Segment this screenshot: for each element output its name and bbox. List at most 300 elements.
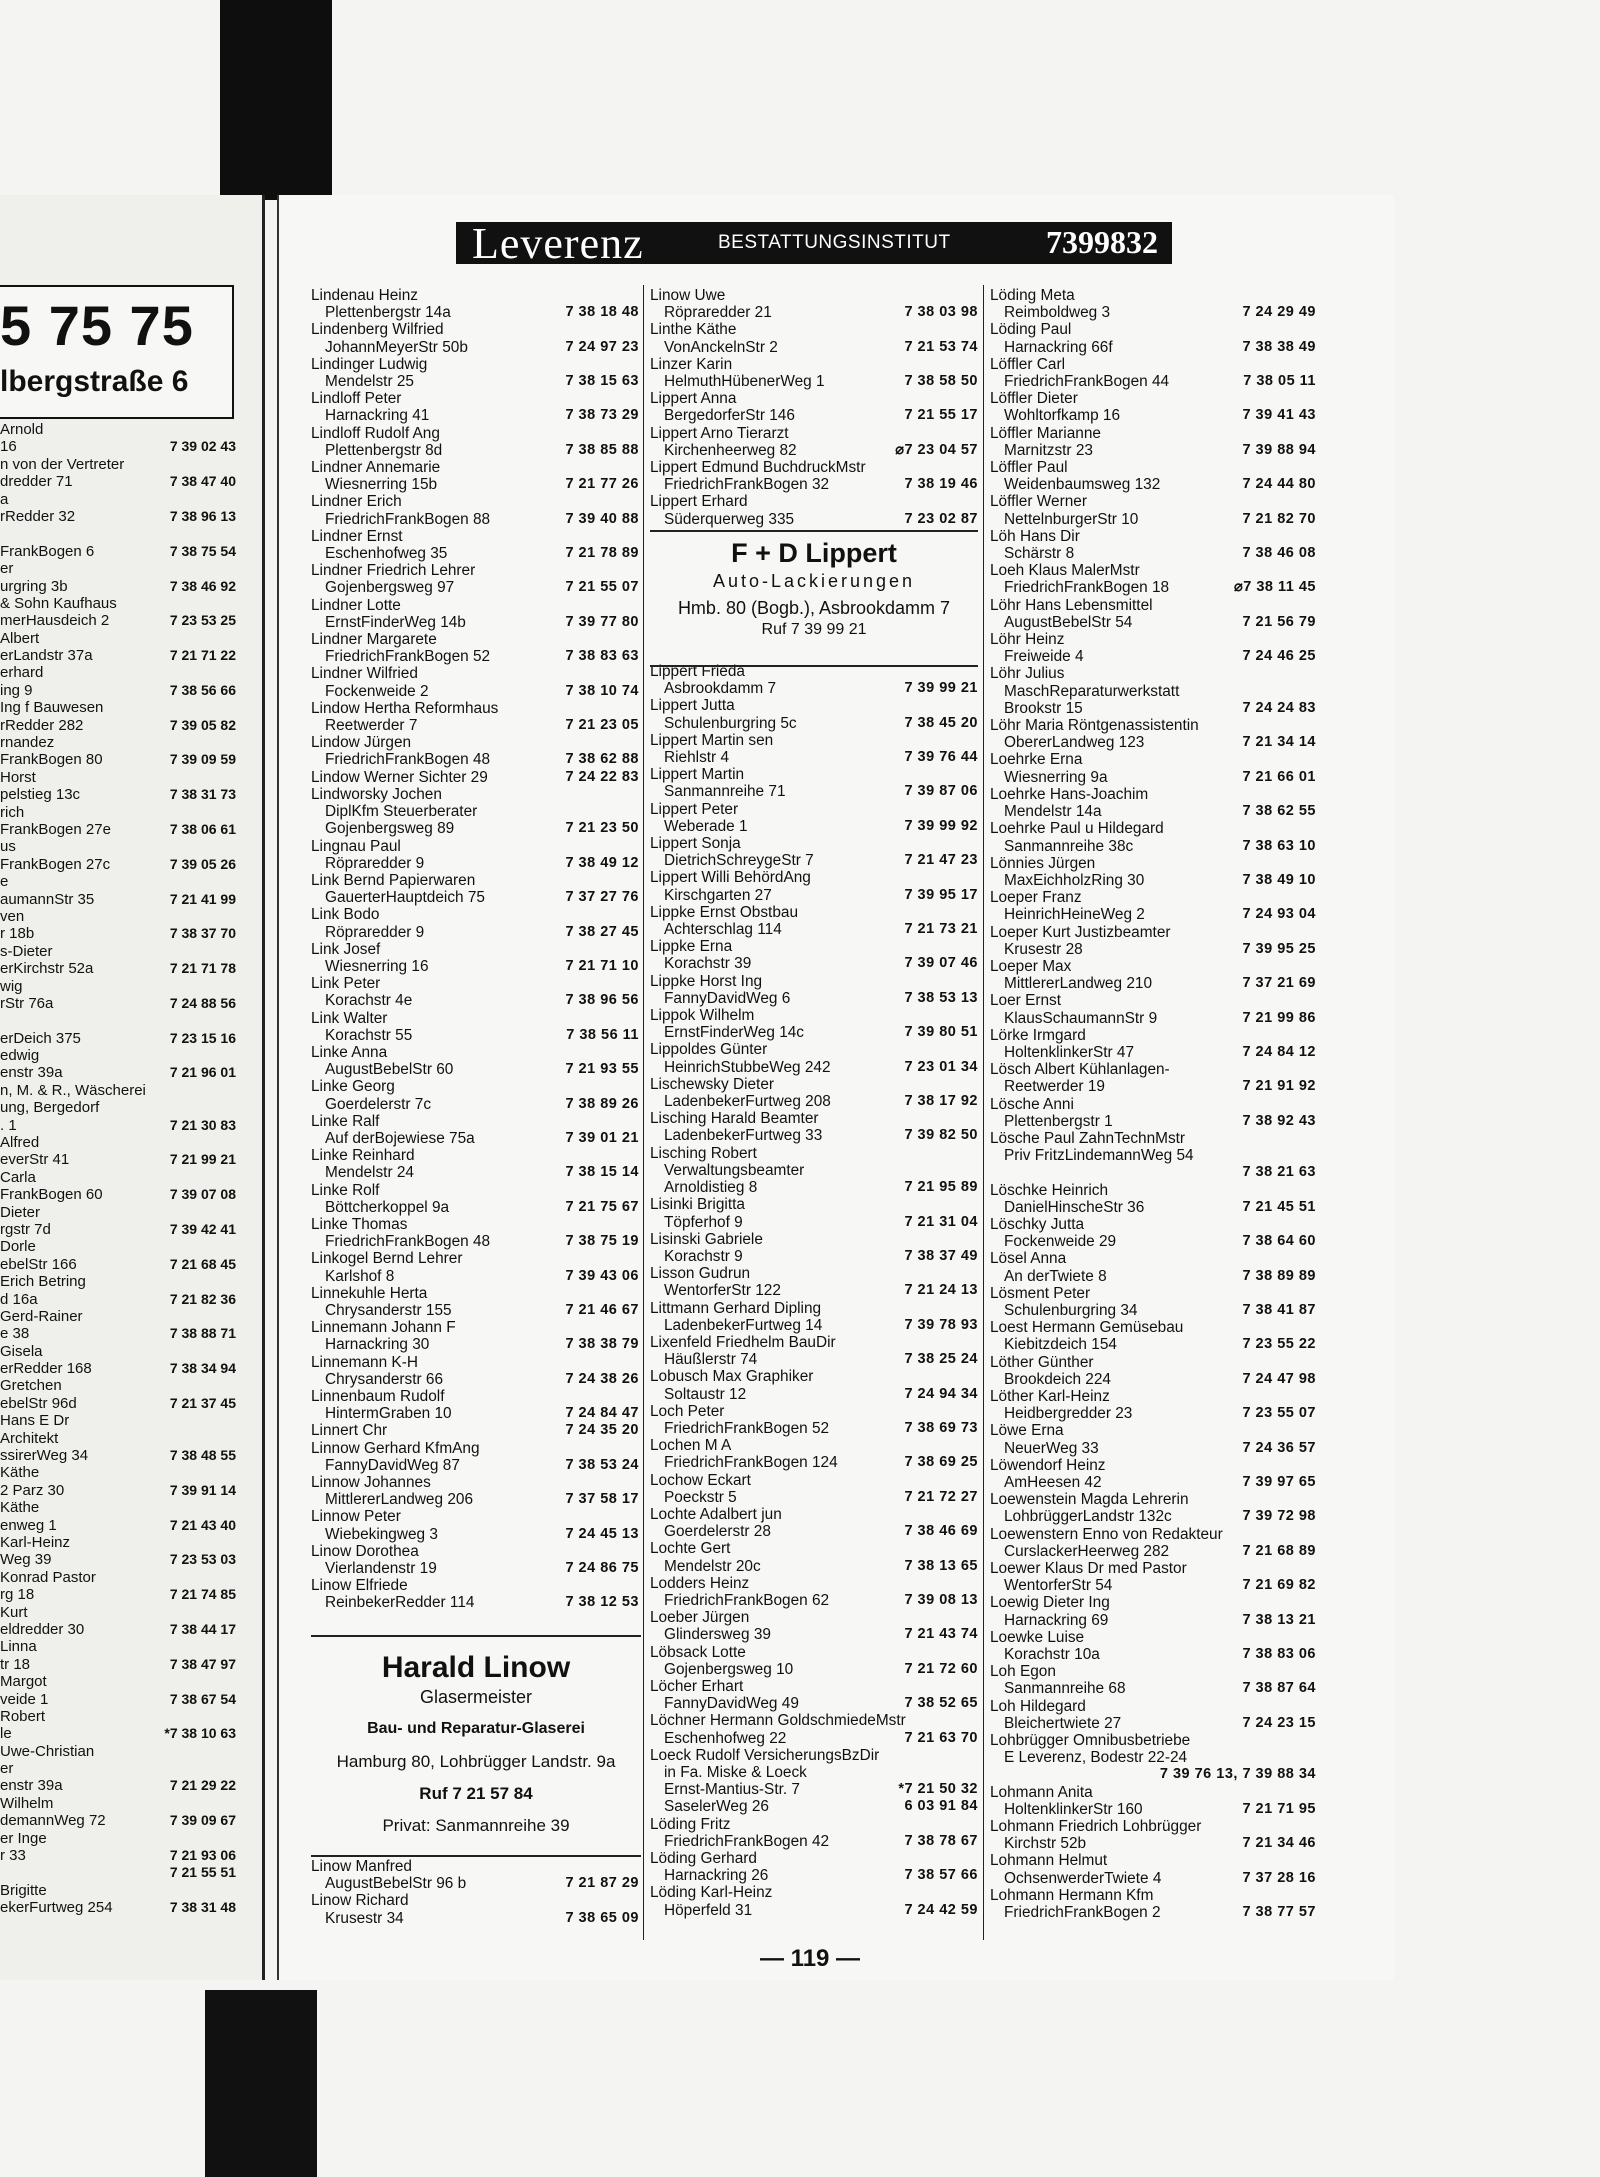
- directory-entry: [650, 904, 978, 938]
- entry-phone: 7 21 45 51: [1242, 1198, 1316, 1215]
- entry-phone: 7 21 63 70: [904, 1729, 978, 1746]
- entry-address: Schärstr 8: [1004, 545, 1075, 563]
- banner-subtitle: BESTATTUNGSINSTITUT: [718, 232, 951, 253]
- left-page-row-text: Dieter: [0, 1203, 41, 1221]
- entry-address: Soltaustr 12: [664, 1385, 747, 1403]
- directory-entry: [650, 1368, 978, 1402]
- entry-name: Loer Ernst: [990, 992, 1062, 1010]
- left-page-row-phone: 7 38 96 13: [169, 507, 236, 524]
- left-page-row: [0, 1482, 236, 1499]
- left-page-row-phone: 7 38 06 61: [169, 820, 236, 837]
- entry-phone: 7 24 86 75: [565, 1560, 639, 1577]
- left-page-row: [0, 943, 236, 960]
- left-page-row-text: rRedder 32: [0, 507, 76, 525]
- entry-address: Glindersweg 39: [664, 1626, 771, 1644]
- entry-name: Loest Hermann Gemüsebau: [990, 1319, 1184, 1337]
- left-page-row: [0, 421, 236, 438]
- entry-phone: 7 21 95 89: [904, 1179, 978, 1196]
- entry-name: Lippoldes Günter: [650, 1041, 768, 1059]
- left-page-row-text: enstr 39a: [0, 1777, 63, 1795]
- entry-name: Linnert Chr: [311, 1422, 388, 1440]
- entry-address: Fockenweide 29: [1004, 1233, 1117, 1251]
- entry-name: Loewer Klaus Dr med Pastor: [990, 1560, 1187, 1578]
- entry-phone: 7 24 84 12: [1242, 1043, 1316, 1060]
- entry-name: Loeber Jürgen: [650, 1609, 750, 1627]
- entry-name: Lippert Edmund BuchdruckMstr: [650, 459, 866, 477]
- directory-entry: [990, 1130, 1316, 1164]
- left-page-row: [0, 1064, 236, 1081]
- entry-address: MittlererLandweg 206: [325, 1491, 474, 1509]
- entry-phone: 7 21 93 55: [565, 1061, 639, 1078]
- entry-address: Eschenhofweg 22: [664, 1729, 787, 1747]
- entry-address: Fockenweide 2: [325, 682, 429, 700]
- entry-phone: 7 24 29 49: [1242, 304, 1316, 321]
- entry-name: Linke Anna: [311, 1043, 388, 1061]
- entry-name: Loewig Dieter Ing: [990, 1594, 1110, 1612]
- directory-entry: [650, 321, 978, 355]
- entry-address: Schulenburgring 34: [1004, 1301, 1138, 1319]
- left-page-row-phone: 7 21 29 22: [169, 1777, 236, 1794]
- left-page-row-text: tr 18: [0, 1655, 31, 1673]
- directory-entry: [311, 631, 639, 665]
- directory-entry: [990, 1663, 1316, 1697]
- left-page-row-text: rgstr 7d: [0, 1220, 51, 1238]
- entry-phone: 7 38 37 49: [904, 1247, 978, 1264]
- entry-name: Löhr Hans Lebensmittel: [990, 596, 1153, 614]
- left-page-row-text: e: [0, 873, 9, 891]
- entry-phone: 7 21 71 95: [1242, 1800, 1316, 1817]
- entry-address: Bleichertwiete 27: [1004, 1714, 1122, 1732]
- entry-name: Lippert Martin: [650, 766, 745, 784]
- entry-address: ObererLandweg 123: [1004, 734, 1145, 752]
- left-page-row-text: Erich Betring: [0, 1273, 86, 1291]
- entry-phone: 7 23 55 22: [1242, 1336, 1316, 1353]
- directory-entry: [311, 597, 639, 631]
- left-page-row-text: erLandstr 37a: [0, 647, 93, 665]
- entry-phone: 7 38 92 43: [1242, 1112, 1316, 1129]
- directory-entry: [311, 1388, 639, 1422]
- entry-phone: 7 38 13 65: [904, 1557, 978, 1574]
- left-page-row-phone: 7 38 67 54: [169, 1690, 236, 1707]
- left-page-row: [0, 717, 236, 734]
- directory-entry: [650, 1678, 978, 1712]
- entry-address: Kirchenheerweg 82: [664, 441, 797, 459]
- entry-name: Löh Hans Dir: [990, 527, 1080, 545]
- entry-name: Link Walter: [311, 1009, 388, 1027]
- left-page-row: [0, 891, 236, 908]
- left-page-row: [0, 1656, 236, 1673]
- entry-address: Plettenbergstr 1: [1004, 1112, 1113, 1130]
- left-page-row-phone: 7 23 15 16: [169, 1029, 236, 1046]
- entry-phone: 7 38 53 13: [904, 989, 978, 1006]
- entry-name: Löschky Jutta: [990, 1215, 1085, 1233]
- directory-entry: [650, 1110, 978, 1144]
- directory-entry: [990, 1164, 1316, 1181]
- entry-address: Brookstr 15: [1004, 699, 1083, 717]
- left-page-row-text: erRedder 168: [0, 1360, 92, 1378]
- entry-address: FriedrichFrankBogen 124: [664, 1454, 838, 1472]
- left-page-row-text: merHausdeich 2: [0, 612, 110, 630]
- entry-phone: 7 23 02 87: [904, 510, 978, 527]
- directory-entry: [311, 975, 639, 1009]
- left-page-ad-phone: 5 75 75: [0, 294, 194, 357]
- directory-entry: [650, 835, 978, 869]
- directory-entry: [311, 1285, 639, 1319]
- directory-entry: [990, 924, 1316, 958]
- left-page-row: [0, 1517, 236, 1534]
- directory-entry: [990, 459, 1316, 493]
- left-page-row-phone: 7 21 41 99: [169, 890, 236, 907]
- entry-address: Korachstr 9: [664, 1247, 743, 1265]
- entry-address: Harnackring 41: [325, 407, 430, 425]
- entry-address: FriedrichFrankBogen 2: [1004, 1904, 1161, 1922]
- directory-entry: [990, 1250, 1316, 1284]
- entry-name: Löffler Werner: [990, 493, 1087, 511]
- entry-address: Kirchstr 52b: [1004, 1835, 1087, 1853]
- entry-name: Lochte Adalbert jun: [650, 1505, 782, 1523]
- left-page-row-text: Karl-Heinz: [0, 1534, 71, 1551]
- entry-name: Linkogel Bernd Lehrer: [311, 1250, 463, 1268]
- entry-address: Weberade 1: [664, 817, 748, 835]
- entry-address: HeinrichStubbeWeg 242: [664, 1058, 831, 1076]
- entry-phone: 7 24 36 57: [1242, 1439, 1316, 1456]
- left-page-row-phone: 7 23 53 03: [169, 1551, 236, 1568]
- directory-entry: [650, 287, 978, 321]
- entry-address: BergedorferStr 146: [664, 407, 795, 425]
- entry-name: Lisching Robert: [650, 1144, 757, 1162]
- directory-entry: [311, 356, 639, 390]
- left-page-row: [0, 1325, 236, 1342]
- directory-entry: [990, 1027, 1316, 1061]
- left-page-row-text: Konrad Pastor: [0, 1568, 96, 1586]
- entry-address: Töpferhof 9: [664, 1213, 743, 1231]
- directory-entry: [311, 941, 639, 975]
- entry-name: Loch Peter: [650, 1402, 725, 1420]
- entry-address: Ernst-Mantius-Str. 7: [664, 1781, 800, 1799]
- left-page-row: [0, 1777, 236, 1794]
- entry-address: Eschenhofweg 35: [325, 545, 448, 563]
- entry-phone: 7 21 68 89: [1242, 1542, 1316, 1559]
- entry-phone: 7 39 07 46: [904, 955, 978, 972]
- left-page-row-phone: 7 24 88 56: [169, 994, 236, 1011]
- directory-entry: [311, 1543, 639, 1577]
- header-banner: [456, 219, 1172, 268]
- entry-name: Linnow Johannes: [311, 1474, 431, 1492]
- entry-name: Lippert Peter: [650, 800, 739, 818]
- directory-entry: [650, 1816, 978, 1850]
- left-page-row-phone: 7 38 31 73: [169, 786, 236, 803]
- entry-name: Lösment Peter: [990, 1284, 1091, 1302]
- entry-address: Reimboldweg 3: [1004, 304, 1111, 322]
- left-page-row: [0, 1725, 236, 1742]
- directory-entry: [990, 1766, 1316, 1783]
- directory-entry: [990, 958, 1316, 992]
- entry-name: Linthe Käthe: [650, 321, 737, 339]
- left-page-row-text: Margot: [0, 1673, 47, 1691]
- entry-address: MaschReparaturwerkstatt: [1004, 682, 1180, 700]
- entry-name: Littmann Gerhard Dipling: [650, 1299, 822, 1317]
- directory-entry: [990, 1887, 1316, 1921]
- entry-name: Loh Egon: [990, 1663, 1056, 1681]
- ad-linow-private: Privat: Sanmannreihe 39: [382, 1816, 570, 1835]
- left-page-row-phone: 7 21 37 45: [169, 1394, 236, 1411]
- left-page-row: [0, 682, 236, 699]
- directory-entry: [990, 992, 1316, 1026]
- entry-address: Poeckstr 5: [664, 1488, 737, 1506]
- entry-address: Schulenburgring 5c: [664, 714, 797, 732]
- entry-phone: 7 38 73 29: [565, 407, 639, 424]
- entry-address: Plettenbergstr 14a: [325, 304, 451, 322]
- column-3-listing: [990, 287, 1316, 1921]
- entry-address: DiplKfm Steuerberater: [325, 803, 478, 821]
- entry-name: Lindenau Heinz: [311, 287, 418, 304]
- entry-address: CurslackerHeerweg 282: [1004, 1542, 1170, 1560]
- left-page-row-phone: 7 39 09 67: [169, 1812, 236, 1829]
- entry-phone: 7 38 77 57: [1242, 1904, 1316, 1921]
- directory-entry: [311, 769, 639, 786]
- left-page-row: [0, 456, 236, 473]
- directory-entry: [311, 1044, 639, 1078]
- entry-address: Karlshof 8: [325, 1267, 395, 1285]
- entry-address: Süderquerweg 335: [664, 510, 795, 528]
- left-page-row-text: Linna: [0, 1638, 37, 1656]
- entry-phone: 7 38 45 20: [904, 714, 978, 731]
- left-page-row: [0, 1186, 236, 1203]
- entry-address: Korachstr 10a: [1004, 1646, 1100, 1664]
- directory-entry: [650, 766, 978, 800]
- ad-linow: [311, 1635, 641, 1857]
- entry-address: in Fa. Miske & Loeck: [664, 1764, 807, 1781]
- left-page-row-text: rnandez: [0, 734, 55, 752]
- ad-lippert-business: Auto-Lackierungen: [712, 571, 916, 591]
- left-page-row-phone: 7 38 48 55: [169, 1447, 236, 1464]
- entry-address: LadenbekerFurtweg 208: [664, 1093, 831, 1111]
- left-page-row-text: Kurt: [0, 1603, 28, 1621]
- entry-phone: 7 24 84 47: [565, 1405, 639, 1422]
- left-page-row: [0, 1343, 236, 1360]
- entry-name: Lochow Eckart: [650, 1471, 751, 1489]
- left-page-ad-street: lbergstraße 6: [0, 365, 189, 398]
- entry-phone: 7 21 69 82: [1242, 1577, 1316, 1594]
- entry-phone: 7 21 72 27: [904, 1488, 978, 1505]
- entry-phone: 7 24 42 59: [904, 1901, 978, 1918]
- entry-name: Lippke Horst Ing: [650, 972, 763, 990]
- entry-name: Löwe Erna: [990, 1422, 1064, 1440]
- left-page-row-text: FrankBogen 27c: [0, 855, 111, 873]
- directory-entry: [990, 700, 1316, 717]
- entry-name: Lochen M A: [650, 1437, 732, 1455]
- directory-entry: [311, 459, 639, 493]
- directory-entry: [990, 1422, 1316, 1456]
- entry-name: Lochte Gert: [650, 1540, 731, 1558]
- left-page-row-text: us: [0, 838, 16, 856]
- entry-phone: 7 38 83 63: [565, 648, 639, 665]
- entry-name: Lippert Erhard: [650, 493, 748, 511]
- entry-phone: 7 37 28 16: [1242, 1869, 1316, 1886]
- directory-entry: [650, 938, 978, 972]
- entry-name: Loeper Franz: [990, 889, 1082, 907]
- entry-phone: 7 24 97 23: [565, 338, 639, 355]
- entry-phone: 7 24 93 04: [1242, 906, 1316, 923]
- left-page-row-phone: 7 38 31 48: [169, 1899, 236, 1916]
- entry-name: Löcher Erhart: [650, 1677, 744, 1695]
- left-page-row: [0, 1604, 236, 1621]
- entry-address: Heidbergredder 23: [1004, 1405, 1133, 1423]
- entry-address: LohbrüggerLandstr 132c: [1004, 1508, 1172, 1526]
- entry-address: AugustBebelStr 96 b: [325, 1875, 467, 1893]
- ad-linow-phone: Ruf 7 21 57 84: [419, 1784, 533, 1803]
- left-page-row-text: rRedder 282: [0, 716, 84, 734]
- entry-phone: 7 39 95 25: [1242, 940, 1316, 957]
- directory-entry: [311, 1182, 639, 1216]
- binding-shadow-bottom: [205, 1990, 317, 2177]
- column-2-listing-continued: [650, 663, 978, 1919]
- entry-name: Lösch Albert Kühlanlagen-: [990, 1061, 1170, 1079]
- ad-linow-title: Glasermeister: [419, 1687, 533, 1707]
- entry-name: Lodders Heinz: [650, 1574, 750, 1592]
- entry-address: FannyDavidWeg 49: [664, 1695, 799, 1713]
- entry-address: Harnackring 69: [1004, 1611, 1109, 1629]
- left-page-row: [0, 647, 236, 664]
- entry-address: Harnackring 66f: [1004, 338, 1113, 356]
- entry-name: Lisinki Brigitta: [650, 1196, 745, 1214]
- left-page-row-text: Gretchen: [0, 1377, 62, 1395]
- left-page-row-text: Carla: [0, 1168, 36, 1186]
- directory-entry: [990, 1818, 1316, 1852]
- entry-name: Linnow Gerhard KfmAng: [311, 1439, 480, 1457]
- left-page-row-text: FrankBogen 60: [0, 1186, 103, 1204]
- entry-name: Lohmann Hermann Kfm: [990, 1886, 1154, 1904]
- left-page-row-text: s-Dieter: [0, 942, 53, 960]
- directory-entry: [990, 425, 1316, 459]
- directory-entry: [990, 493, 1316, 527]
- left-page-row: [0, 1256, 236, 1273]
- entry-name: Lisson Gudrun: [650, 1265, 751, 1283]
- ad-lippert-address: Hmb. 80 (Bogb.), Asbrookdamm 7: [677, 598, 951, 618]
- left-page-row: [0, 1273, 236, 1290]
- entry-phone: 7 21 82 70: [1242, 510, 1316, 527]
- entry-phone: 7 21 43 74: [904, 1626, 978, 1643]
- entry-phone: 7 38 18 48: [565, 304, 639, 321]
- entry-address: JohannMeyerStr 50b: [325, 338, 468, 356]
- left-page-row: [0, 1221, 236, 1238]
- directory-entry: [650, 1506, 978, 1540]
- entry-phone: 7 21 78 89: [565, 545, 639, 562]
- entry-address: Kiebitzdeich 154: [1004, 1336, 1117, 1354]
- left-page-row-text: ssirerWeg 34: [0, 1447, 89, 1465]
- left-page-row-text: ebelStr 96d: [0, 1394, 77, 1412]
- entry-name: Lippert Anna: [650, 390, 737, 408]
- entry-name: Linnemann Johann F: [311, 1319, 456, 1337]
- entry-phone: 7 24 44 80: [1242, 476, 1316, 493]
- entry-address: Wohltorfkamp 16: [1004, 407, 1121, 425]
- directory-entry: [990, 287, 1316, 321]
- directory-entry: [650, 1884, 978, 1918]
- entry-phone: ⌀7 23 04 57: [895, 441, 978, 458]
- entry-phone: 7 38 78 67: [904, 1832, 978, 1849]
- entry-name: Lösche Anni: [990, 1095, 1074, 1113]
- left-page-row: [0, 1691, 236, 1708]
- entry-name: Lindenberg Wilfried: [311, 321, 444, 339]
- ad-linow-address: Hamburg 80, Lohbrügger Landstr. 9a: [336, 1752, 616, 1771]
- left-page-row: [0, 978, 236, 995]
- entry-phone: 7 37 21 69: [1242, 975, 1316, 992]
- left-page-row-text: FrankBogen 27e: [0, 820, 111, 838]
- left-page-row-text: erhard: [0, 664, 44, 682]
- entry-name: Lindow Werner Sichter 29: [311, 768, 488, 786]
- entry-name: Lippke Ernst Obstbau: [650, 903, 799, 921]
- entry-name: Löther Günther: [990, 1353, 1094, 1371]
- entry-name: Lixenfeld Friedhelm BauDir: [650, 1333, 836, 1351]
- entry-name: Lippke Erna: [650, 938, 733, 956]
- entry-address: AmHeesen 42: [1004, 1474, 1102, 1492]
- entry-phone: 7 38 75 19: [565, 1233, 639, 1250]
- entry-phone: 7 38 38 79: [565, 1336, 639, 1353]
- entry-name: Lindworsky Jochen: [311, 785, 442, 803]
- directory-entry: [650, 1007, 978, 1041]
- entry-address: Mendelstr 25: [325, 373, 414, 391]
- entry-name: Löding Gerhard: [650, 1850, 757, 1868]
- entry-address: Krusestr 28: [1004, 940, 1083, 958]
- entry-name: Löffler Carl: [990, 355, 1065, 373]
- entry-address: Sanmannreihe 71: [664, 783, 786, 801]
- left-page-row-text: Horst: [0, 768, 36, 786]
- left-page-row-phone: 7 38 46 92: [169, 577, 236, 594]
- left-page-row: [0, 1899, 236, 1916]
- left-page-row-text: Käthe: [0, 1499, 40, 1517]
- entry-phone: 7 21 66 01: [1242, 768, 1316, 785]
- entry-address: Arnoldistieg 8: [664, 1179, 758, 1197]
- entry-address: Röpraredder 9: [325, 923, 425, 941]
- entry-phone: 7 38 38 49: [1242, 338, 1316, 355]
- entry-phone: 7 39 97 65: [1242, 1474, 1316, 1491]
- entry-name: Löffler Dieter: [990, 390, 1078, 408]
- entry-address: E Leverenz, Bodestr 22-24: [1004, 1749, 1188, 1767]
- entry-address: Wiesnerring 16: [325, 957, 429, 975]
- entry-phone: 7 39 08 13: [904, 1591, 978, 1608]
- entry-address: FannyDavidWeg 6: [664, 989, 791, 1007]
- directory-entry: [311, 1147, 639, 1181]
- entry-address: Häußlerstr 74: [664, 1351, 758, 1369]
- left-page-row-phone: *7 38 10 63: [164, 1725, 236, 1742]
- entry-phone: 7 24 38 26: [565, 1370, 639, 1387]
- entry-name: Lischewsky Dieter: [650, 1075, 775, 1093]
- left-page-row-text: Gerd-Rainer: [0, 1307, 83, 1325]
- entry-phone: *7 21 50 32: [898, 1781, 978, 1798]
- entry-phone: 7 38 15 14: [565, 1164, 639, 1181]
- left-page-row-phone: 7 21 93 06: [169, 1847, 236, 1864]
- entry-address: FriedrichFrankBogen 42: [664, 1832, 830, 1850]
- ad-lippert-phone: Ruf 7 39 99 21: [761, 621, 867, 638]
- entry-address: Reetwerder 19: [1004, 1078, 1105, 1096]
- entry-name: Link Josef: [311, 940, 381, 958]
- directory-entry: [311, 1078, 639, 1112]
- column-1-listing-continued: [311, 1858, 639, 1927]
- entry-address: OchsenwerderTwiete 4: [1004, 1869, 1162, 1887]
- entry-address: VonAnckelnStr 2: [664, 338, 778, 356]
- entry-name: Loh Hildegard: [990, 1697, 1086, 1715]
- banner-brand: Leverenz: [472, 219, 644, 268]
- left-page-row: [0, 1099, 236, 1116]
- directory-entry: [650, 1644, 978, 1678]
- left-page-row-text: eldredder 30: [0, 1620, 85, 1638]
- entry-address: WentorferStr 54: [1004, 1577, 1113, 1595]
- entry-name: Löther Karl-Heinz: [990, 1388, 1110, 1405]
- entry-phone: 7 38 57 66: [904, 1867, 978, 1884]
- entry-name: Löhr Maria Röntgenassistentin: [990, 717, 1199, 735]
- entry-address: Chrysanderstr 155: [325, 1301, 452, 1319]
- directory-entry: [650, 801, 978, 835]
